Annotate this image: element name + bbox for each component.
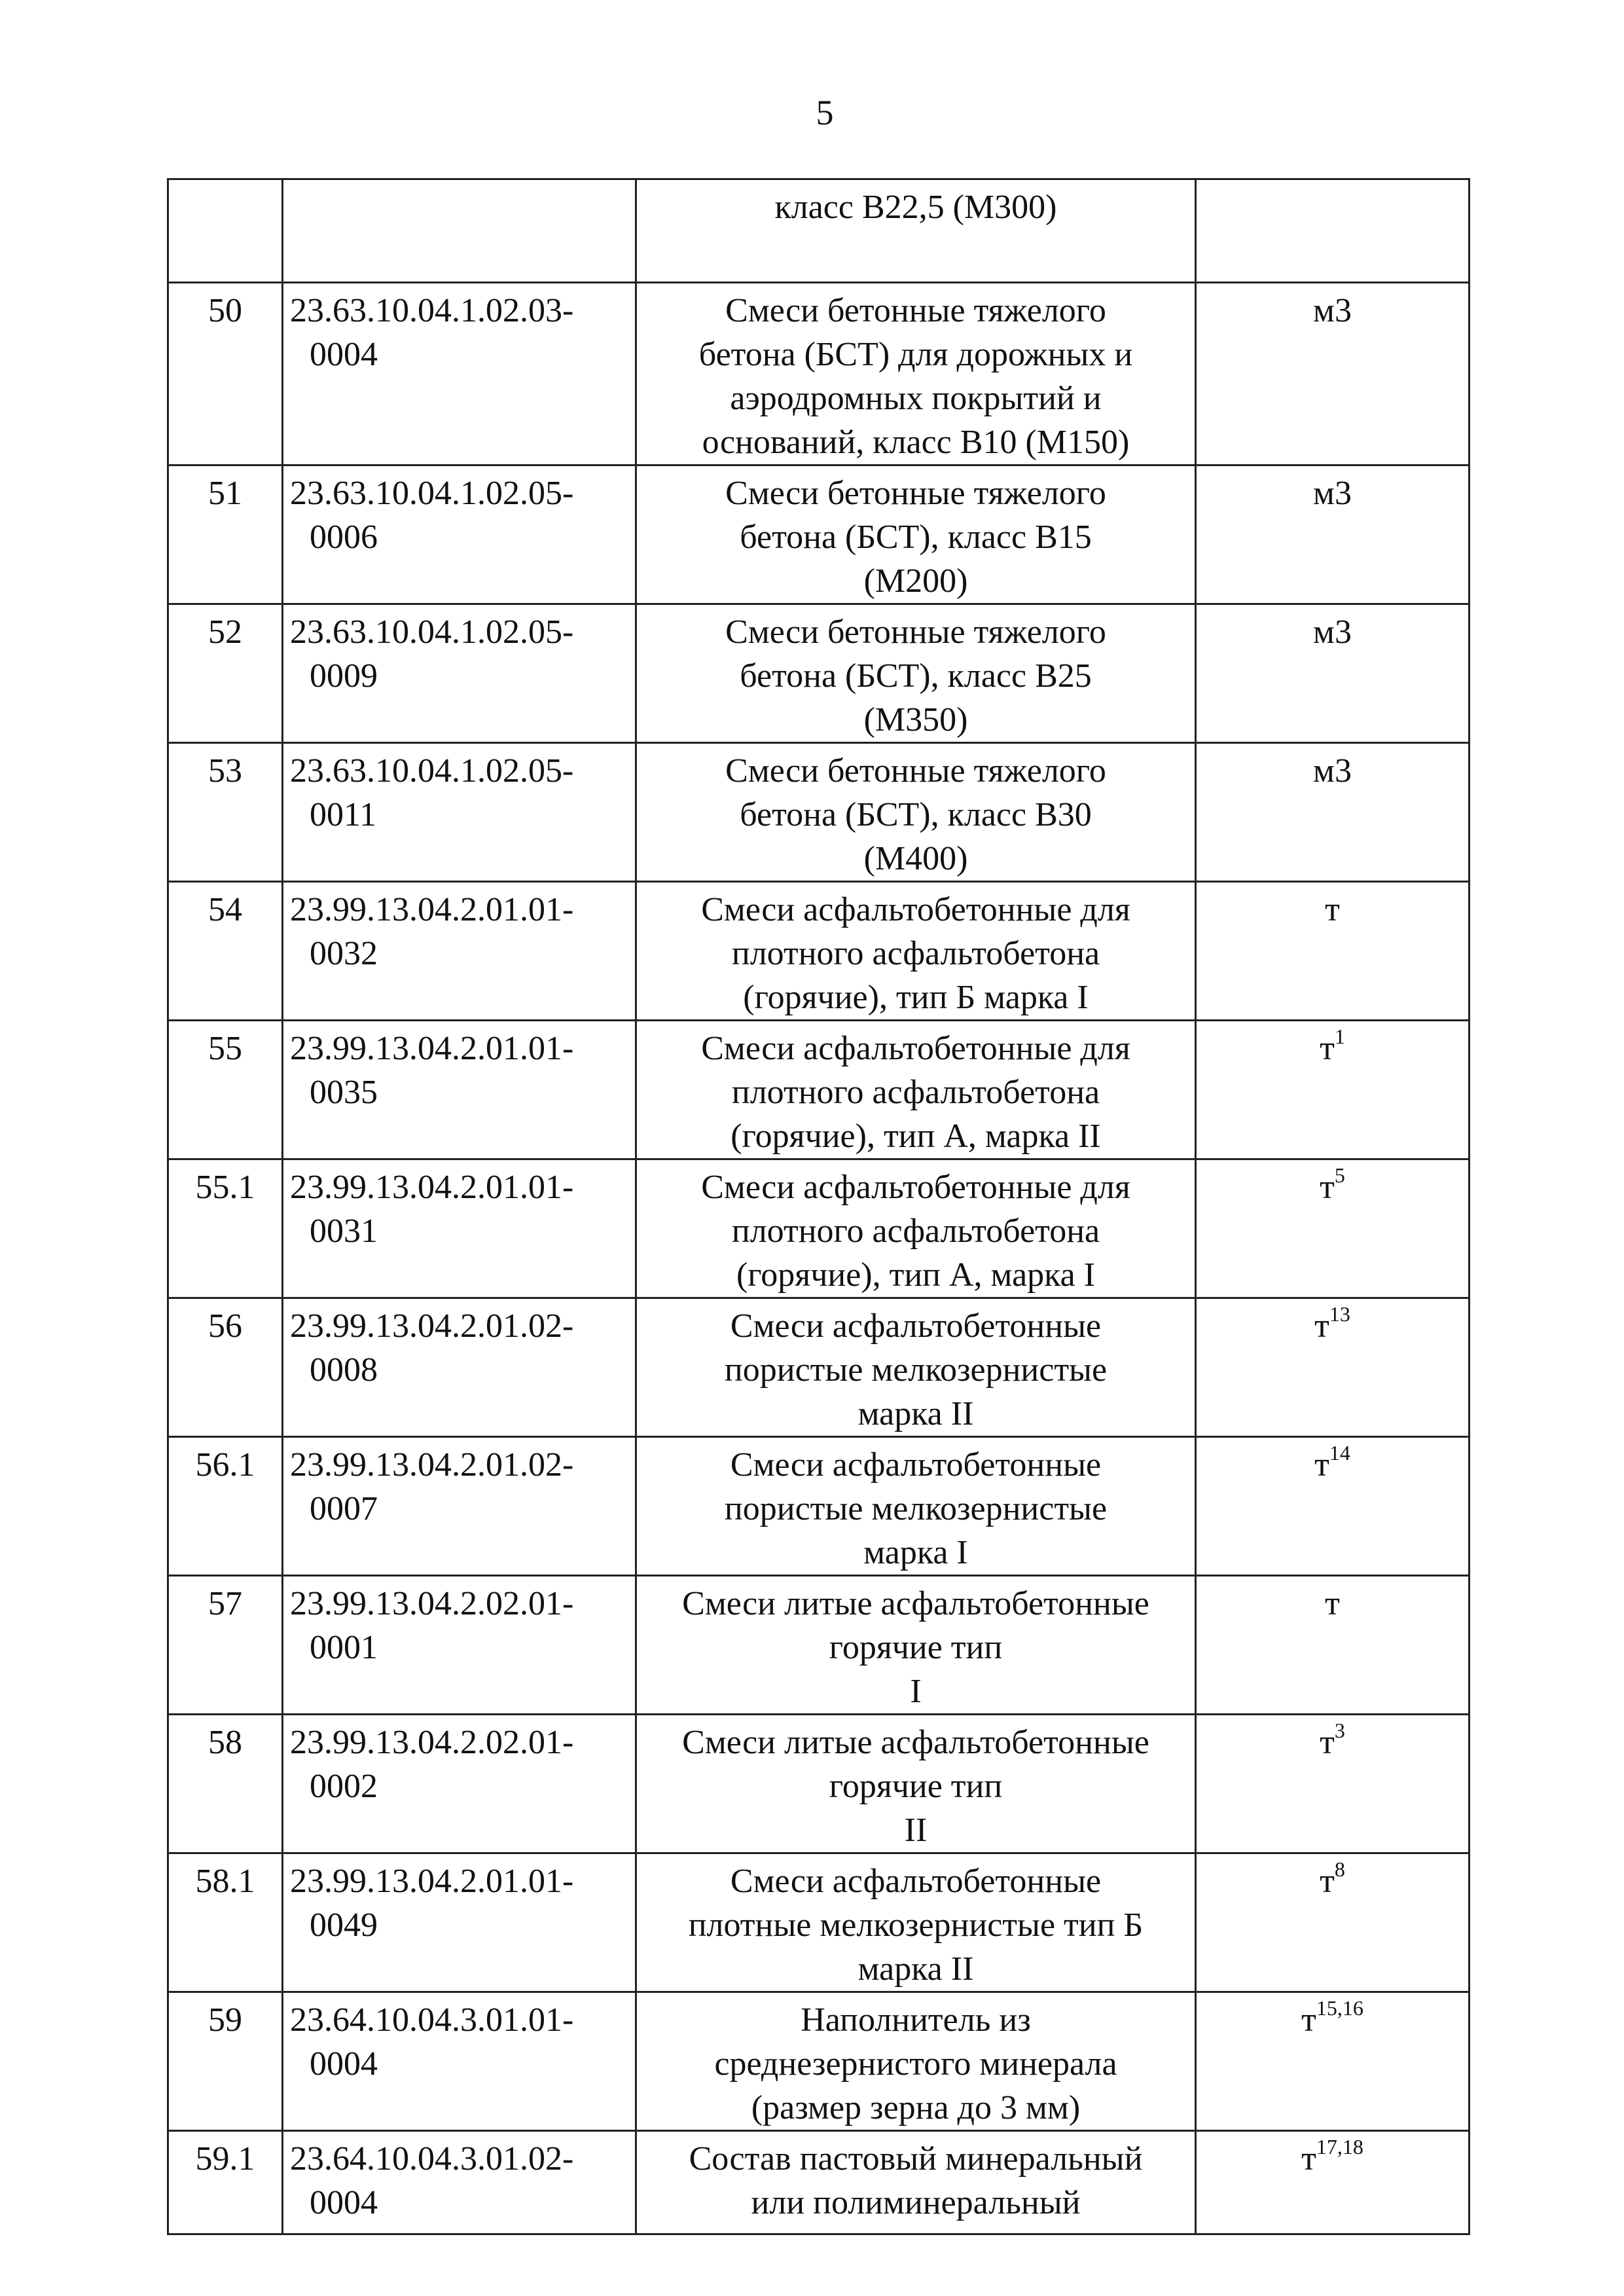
row-code-line: 23.99.13.04.2.01.02- xyxy=(290,1446,574,1484)
row-name-line: Смеси асфальтобетонные xyxy=(730,1446,1102,1484)
row-name-line: плотного асфальтобетона xyxy=(731,1074,1100,1111)
row-name-line: Смеси асфальтобетонные для xyxy=(701,1030,1130,1067)
row-name-line: Смеси асфальтобетонные xyxy=(730,1307,1102,1345)
row-code-line: 0009 xyxy=(310,657,378,695)
row-name-line: (горячие), тип Б марка I xyxy=(743,979,1089,1016)
row-unit-text: т xyxy=(1320,1030,1335,1067)
row-name-line: Смеси асфальтобетонные для xyxy=(701,891,1130,928)
row-name-line: бетона (БСТ), класс В30 xyxy=(740,796,1092,833)
row-name-cell xyxy=(636,283,1196,465)
row-name-cell xyxy=(636,604,1196,743)
row-unit-cell xyxy=(1196,1298,1470,1437)
row-name-line: Смеси литые асфальтобетонные xyxy=(682,1724,1149,1761)
row-unit-cell xyxy=(1196,1715,1470,1853)
row-unit-text: т xyxy=(1320,1724,1335,1761)
row-unit-cell xyxy=(1196,179,1470,283)
row-unit-text: м3 xyxy=(1313,752,1352,790)
row-code-line: 0011 xyxy=(310,796,377,833)
row-name-cell xyxy=(636,1853,1196,1992)
row-unit-text: т xyxy=(1301,2140,1316,2178)
row-number-cell: 58 xyxy=(168,1715,283,1853)
row-unit-footnote-ref: 5 xyxy=(1334,1163,1345,1187)
row-number-cell: 54 xyxy=(168,882,283,1021)
row-number-cell: 59 xyxy=(168,1992,283,2131)
row-unit-text: т xyxy=(1314,1446,1329,1484)
row-name-line: Состав пастовый минеральный xyxy=(689,2140,1143,2178)
row-name-line: Смеси бетонные тяжелого xyxy=(725,613,1106,651)
row-unit-cell xyxy=(1196,283,1470,465)
row-code-cell xyxy=(283,1992,636,2131)
row-code-cell xyxy=(283,1159,636,1298)
row-name-line: Наполнитель из xyxy=(801,2001,1031,2039)
row-code-line: 0004 xyxy=(310,336,378,373)
row-code-line: 23.63.10.04.1.02.05- xyxy=(290,475,574,512)
row-name-cell xyxy=(636,179,1196,283)
row-name-cell xyxy=(636,465,1196,604)
row-name-line: аэродромных покрытий и xyxy=(730,380,1102,417)
row-number-cell: 55 xyxy=(168,1021,283,1159)
row-number-cell: 56 xyxy=(168,1298,283,1437)
row-code-line: 23.64.10.04.3.01.02- xyxy=(290,2140,574,2178)
row-name-line: горячие тип xyxy=(829,1629,1003,1666)
row-code-line: 23.99.13.04.2.02.01- xyxy=(290,1585,574,1622)
row-unit-cell xyxy=(1196,1159,1470,1298)
row-name-cell xyxy=(636,1298,1196,1437)
row-code-cell xyxy=(283,1853,636,1992)
row-code-line: 23.99.13.04.2.01.01- xyxy=(290,1169,574,1206)
row-number-cell: 58.1 xyxy=(168,1853,283,1992)
row-code-cell xyxy=(283,604,636,743)
row-code-line: 23.99.13.04.2.01.02- xyxy=(290,1307,574,1345)
row-code-line: 0004 xyxy=(310,2184,378,2221)
row-number-cell: 51 xyxy=(168,465,283,604)
row-number-cell: 50 xyxy=(168,283,283,465)
row-unit-cell xyxy=(1196,604,1470,743)
row-name-line: Смеси бетонные тяжелого xyxy=(725,475,1106,512)
row-code-cell xyxy=(283,2131,636,2234)
row-code-cell xyxy=(283,882,636,1021)
row-unit-cell xyxy=(1196,2131,1470,2234)
row-name-line: бетона (БСТ), класс В25 xyxy=(740,657,1092,695)
row-code-cell xyxy=(283,1437,636,1576)
row-unit-cell xyxy=(1196,1992,1470,2131)
row-name-cell xyxy=(636,882,1196,1021)
row-unit-cell xyxy=(1196,1576,1470,1715)
row-unit-text: м3 xyxy=(1313,613,1352,651)
row-name-line: бетона (БСТ), класс В15 xyxy=(740,519,1092,556)
row-number-cell: 55.1 xyxy=(168,1159,283,1298)
row-code-cell xyxy=(283,1021,636,1159)
row-code-line: 23.63.10.04.1.02.03- xyxy=(290,292,574,329)
row-unit-footnote-ref: 15,16 xyxy=(1316,1995,1363,2020)
row-code-line: 0002 xyxy=(310,1768,378,1805)
row-unit-text: м3 xyxy=(1313,292,1352,329)
row-name-line: класс В22,5 (М300) xyxy=(774,189,1057,226)
row-name-line: Смеси асфальтобетонные xyxy=(730,1863,1102,1900)
row-name-line: (размер зерна до 3 мм) xyxy=(751,2089,1081,2126)
row-name-line: Смеси литые асфальтобетонные xyxy=(682,1585,1149,1622)
row-name-line: среднезернистого минерала xyxy=(714,2045,1117,2083)
row-code-line: 23.99.13.04.2.02.01- xyxy=(290,1724,574,1761)
table-row xyxy=(168,2131,1470,2234)
table-row xyxy=(168,1298,1470,1437)
row-unit-text: м3 xyxy=(1313,475,1352,512)
row-unit-text: т xyxy=(1301,2001,1316,2039)
row-name-line: пористые мелкозернистые xyxy=(724,1490,1108,1527)
row-name-line: плотные мелкозернистые тип Б xyxy=(688,1906,1144,1944)
row-code-cell xyxy=(283,1715,636,1853)
row-code-line: 0007 xyxy=(310,1490,378,1527)
row-name-cell xyxy=(636,743,1196,882)
row-unit-cell xyxy=(1196,1021,1470,1159)
row-number-cell: 57 xyxy=(168,1576,283,1715)
row-unit-cell xyxy=(1196,743,1470,882)
row-unit-footnote-ref: 8 xyxy=(1334,1857,1345,1881)
row-name-line: (М400) xyxy=(863,840,968,877)
row-name-line: (М200) xyxy=(863,562,968,600)
row-code-line: 0032 xyxy=(310,935,378,972)
row-number-cell: 56.1 xyxy=(168,1437,283,1576)
row-code-cell xyxy=(283,1576,636,1715)
table-row xyxy=(168,1021,1470,1159)
row-number-cell: 52 xyxy=(168,604,283,743)
row-name-line: Смеси асфальтобетонные для xyxy=(701,1169,1130,1206)
row-unit-footnote-ref: 3 xyxy=(1334,1718,1345,1742)
row-code-line: 0035 xyxy=(310,1074,378,1111)
row-code-cell xyxy=(283,743,636,882)
row-name-line: пористые мелкозернистые xyxy=(724,1351,1108,1389)
row-unit-footnote-ref: 17,18 xyxy=(1316,2134,1363,2159)
row-name-cell xyxy=(636,1576,1196,1715)
row-unit-text: т xyxy=(1320,1863,1335,1900)
row-code-line: 0031 xyxy=(310,1212,378,1250)
table-row xyxy=(168,283,1470,465)
table-row xyxy=(168,1437,1470,1576)
materials-table xyxy=(167,178,1470,2235)
row-unit-footnote-ref: 1 xyxy=(1334,1024,1345,1048)
row-unit-cell xyxy=(1196,1437,1470,1576)
row-name-line: II xyxy=(904,1812,928,1849)
page-number: 5 xyxy=(816,93,834,132)
row-code-line: 0008 xyxy=(310,1351,378,1389)
row-name-line: Смеси бетонные тяжелого xyxy=(725,292,1106,329)
table-row-continuation xyxy=(168,179,1470,283)
table-body xyxy=(168,179,1470,2234)
row-code-line: 0049 xyxy=(310,1906,378,1944)
row-number-cell: 59.1 xyxy=(168,2131,283,2234)
row-unit-text: т xyxy=(1320,1169,1335,1206)
table-row xyxy=(168,882,1470,1021)
row-unit-footnote-ref: 14 xyxy=(1329,1440,1350,1465)
row-unit-text: т xyxy=(1314,1307,1329,1345)
row-number-cell xyxy=(168,179,283,283)
row-name-line: марка II xyxy=(857,1950,974,1988)
row-name-cell xyxy=(636,1715,1196,1853)
row-name-line: плотного асфальтобетона xyxy=(731,1212,1100,1250)
table-row xyxy=(168,1159,1470,1298)
table-row xyxy=(168,1853,1470,1992)
row-code-line: 0006 xyxy=(310,519,378,556)
row-name-line: Смеси бетонные тяжелого xyxy=(725,752,1106,790)
row-unit-cell xyxy=(1196,1853,1470,1992)
row-name-line: (горячие), тип А, марка II xyxy=(731,1118,1101,1155)
row-name-cell xyxy=(636,1159,1196,1298)
row-code-line: 23.63.10.04.1.02.05- xyxy=(290,752,574,790)
row-code-line: 23.99.13.04.2.01.01- xyxy=(290,1863,574,1900)
row-name-line: оснований, класс В10 (М150) xyxy=(702,424,1130,461)
row-code-cell xyxy=(283,1298,636,1437)
row-name-line: плотного асфальтобетона xyxy=(731,935,1100,972)
row-code-line: 23.99.13.04.2.01.01- xyxy=(290,891,574,928)
row-name-cell xyxy=(636,2131,1196,2234)
row-code-cell xyxy=(283,179,636,283)
row-name-cell xyxy=(636,1992,1196,2131)
row-name-line: марка I xyxy=(863,1534,968,1571)
table-row xyxy=(168,465,1470,604)
row-code-cell xyxy=(283,283,636,465)
row-name-line: горячие тип xyxy=(829,1768,1003,1805)
row-code-line: 0001 xyxy=(310,1629,378,1666)
row-unit-text: т xyxy=(1325,1585,1340,1622)
row-unit-cell xyxy=(1196,465,1470,604)
row-name-line: I xyxy=(910,1673,922,1710)
row-code-line: 23.63.10.04.1.02.05- xyxy=(290,613,574,651)
row-unit-cell xyxy=(1196,882,1470,1021)
row-number-cell: 53 xyxy=(168,743,283,882)
row-name-line: (М350) xyxy=(863,701,968,738)
row-name-line: бетона (БСТ) для дорожных и xyxy=(698,336,1133,373)
row-unit-text: т xyxy=(1325,891,1340,928)
row-name-line: или полиминеральный xyxy=(751,2184,1081,2221)
table-row xyxy=(168,1576,1470,1715)
row-code-cell xyxy=(283,465,636,604)
row-name-line: марка II xyxy=(857,1395,974,1432)
table-row xyxy=(168,1715,1470,1853)
row-name-cell xyxy=(636,1021,1196,1159)
row-name-cell xyxy=(636,1437,1196,1576)
table-row xyxy=(168,1992,1470,2131)
table-row xyxy=(168,743,1470,882)
row-code-line: 0004 xyxy=(310,2045,378,2083)
row-unit-footnote-ref: 13 xyxy=(1329,1302,1350,1326)
table-row xyxy=(168,604,1470,743)
row-code-line: 23.99.13.04.2.01.01- xyxy=(290,1030,574,1067)
row-name-line: (горячие), тип А, марка I xyxy=(736,1256,1096,1294)
row-code-line: 23.64.10.04.3.01.01- xyxy=(290,2001,574,2039)
